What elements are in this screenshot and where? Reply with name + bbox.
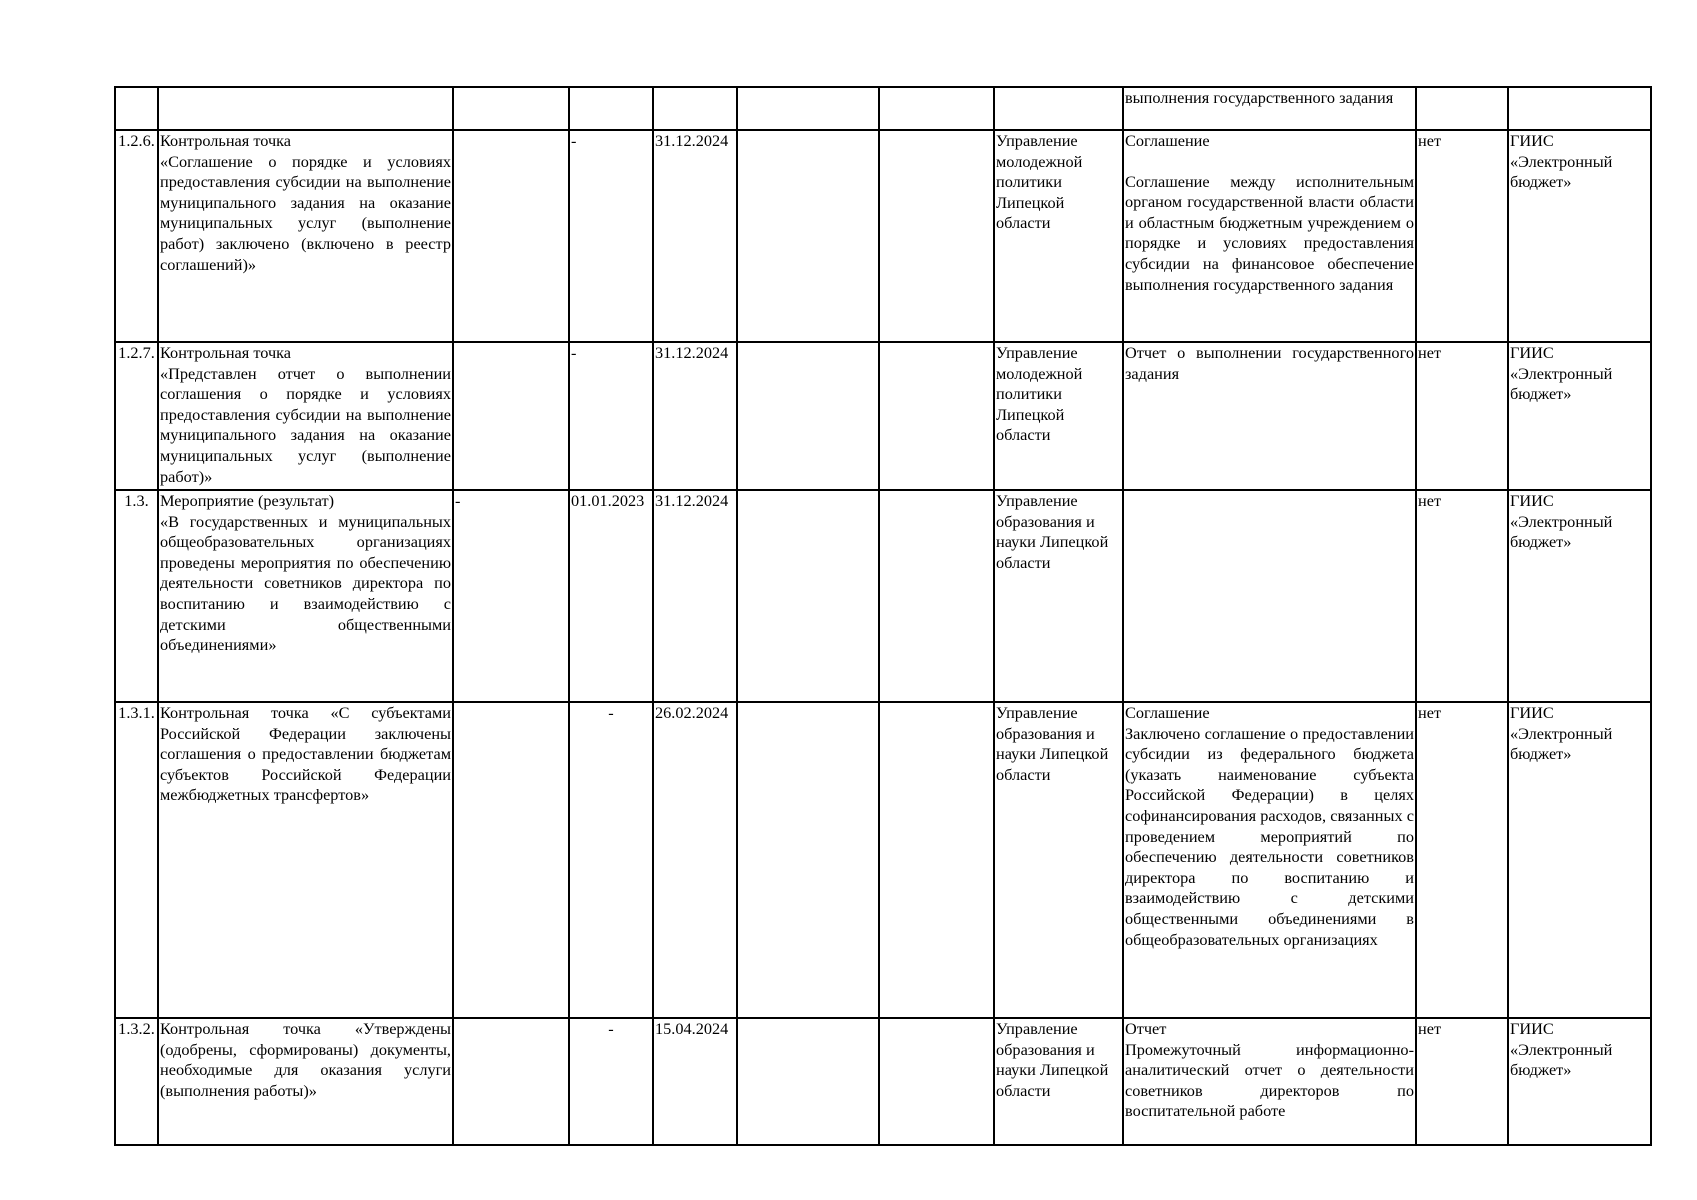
row-col7 bbox=[879, 130, 994, 342]
row-name-line: Контрольная точка «Утверждены (одобрены, сформированы) документы, необходимые для оказания услуги (выполнения работы)» bbox=[160, 1019, 451, 1100]
row-system: ГИИС «Электронный бюджет» bbox=[1508, 490, 1651, 702]
row-system: ГИИС «Электронный бюджет» bbox=[1508, 130, 1651, 342]
table-row bbox=[115, 490, 1651, 702]
row-name-line: «В государственных и муниципальных общеобразовательных организациях проведены мероприятия по обеспечению деятельности советников директора по воспитанию и взаимодействию с детскими общественными объединениями» bbox=[160, 511, 451, 655]
document-description: Промежуточный информационно-аналитический отчет о деятельности советников директоров по воспитательной работе bbox=[1125, 1039, 1414, 1121]
row-name-line: Контрольная точка bbox=[160, 343, 292, 362]
table-row bbox=[115, 702, 1651, 1018]
row-flag: нет bbox=[1416, 702, 1508, 1018]
row-end-date: 15.04.2024 bbox=[653, 1018, 737, 1145]
row-col6 bbox=[737, 1018, 879, 1145]
document-description: Отчет о выполнении государственного задания bbox=[1125, 343, 1414, 383]
row-start-date: 01.01.2023 bbox=[569, 490, 653, 702]
row-col7 bbox=[879, 702, 994, 1018]
row-responsible bbox=[994, 87, 1123, 130]
row-col6 bbox=[737, 490, 879, 702]
row-col7 bbox=[879, 87, 994, 130]
row-col3 bbox=[453, 87, 569, 130]
row-flag: нет bbox=[1416, 130, 1508, 342]
row-document bbox=[1123, 490, 1416, 702]
row-name bbox=[158, 87, 453, 130]
row-col3 bbox=[453, 702, 569, 1018]
row-name bbox=[158, 1018, 453, 1145]
row-responsible: Управление молодежной политики Липецкой области bbox=[994, 130, 1123, 342]
document-description: Соглашение между исполнительным органом государственной власти области и областным бюджетным учреждением о порядке и условиях предоставления субсидии на финансовое обеспечение выполнения государственного задания bbox=[1125, 171, 1414, 294]
document-description: Заключено соглашение о предоставлении субсидии из федерального бюджета (указать наименование субъекта Российской Федерации) в целях софинансирования расходов, связанных с проведением мероприятий по обеспечению деятельности советников директора по воспитанию и взаимодействию с детскими общественными объединениями в общеобразовательных организациях bbox=[1125, 723, 1414, 949]
table-row bbox=[115, 130, 1651, 342]
row-responsible: Управление образования и науки Липецкой области bbox=[994, 702, 1123, 1018]
row-col3: - bbox=[453, 490, 569, 702]
row-system: ГИИС «Электронный бюджет» bbox=[1508, 702, 1651, 1018]
table-row bbox=[115, 1018, 1651, 1145]
row-name-line: Мероприятие (результат) bbox=[160, 491, 335, 510]
document-type: Соглашение bbox=[1125, 131, 1210, 150]
table-row bbox=[115, 87, 1651, 130]
row-col7 bbox=[879, 1018, 994, 1145]
document-type: Соглашение bbox=[1125, 703, 1210, 722]
row-col3 bbox=[453, 130, 569, 342]
row-name-line: Контрольная точка bbox=[160, 131, 292, 150]
row-end-date: 31.12.2024 bbox=[653, 130, 737, 342]
row-number: 1.2.7. bbox=[115, 342, 158, 490]
document-type: Отчет bbox=[1125, 1019, 1167, 1038]
row-number: 1.2.6. bbox=[115, 130, 158, 342]
row-start-date: - bbox=[569, 130, 653, 342]
row-start-date: - bbox=[569, 702, 653, 1018]
row-responsible: Управление молодежной политики Липецкой области bbox=[994, 342, 1123, 490]
row-start-date: - bbox=[569, 342, 653, 490]
document-spacer bbox=[1125, 152, 1414, 172]
row-col7 bbox=[879, 490, 994, 702]
row-col7 bbox=[879, 342, 994, 490]
row-flag: нет bbox=[1416, 490, 1508, 702]
row-number: 1.3. bbox=[115, 490, 158, 702]
row-name-line: «Представлен отчет о выполнении соглашения о порядке и условиях предоставления субсидии на выполнение муниципального задания на оказание муниципальных услуг (выполнение работ)» bbox=[160, 363, 451, 486]
row-responsible: Управление образования и науки Липецкой области bbox=[994, 490, 1123, 702]
row-system: ГИИС «Электронный бюджет» bbox=[1508, 342, 1651, 490]
row-end-date: 26.02.2024 bbox=[653, 702, 737, 1018]
row-col6 bbox=[737, 702, 879, 1018]
row-responsible: Управление образования и науки Липецкой области bbox=[994, 1018, 1123, 1145]
row-number: 1.3.1. bbox=[115, 702, 158, 1018]
row-name-line: «Соглашение о порядке и условиях предоставления субсидии на выполнение муниципального задания на оказание муниципальных услуг (выполнение работ) заключено (включено в реестр соглашений)» bbox=[160, 151, 451, 274]
document-description: выполнения государственного задания bbox=[1125, 88, 1394, 107]
row-flag: нет bbox=[1416, 342, 1508, 490]
row-end-date bbox=[653, 87, 737, 130]
row-name bbox=[158, 702, 453, 1018]
row-end-date: 31.12.2024 bbox=[653, 490, 737, 702]
row-flag bbox=[1416, 87, 1508, 130]
row-document bbox=[1123, 130, 1416, 342]
row-name bbox=[158, 490, 453, 702]
row-col6 bbox=[737, 130, 879, 342]
row-col6 bbox=[737, 342, 879, 490]
row-number: 1.3.2. bbox=[115, 1018, 158, 1145]
row-flag: нет bbox=[1416, 1018, 1508, 1145]
row-col3 bbox=[453, 1018, 569, 1145]
row-number bbox=[115, 87, 158, 130]
row-name bbox=[158, 342, 453, 490]
row-end-date: 31.12.2024 bbox=[653, 342, 737, 490]
row-system bbox=[1508, 87, 1651, 130]
row-name-line: Контрольная точка «С субъектами Российской Федерации заключены соглашения о предоставлении бюджетам субъектов Российской Федерации межбюджетных трансфертов» bbox=[160, 703, 451, 805]
row-system: ГИИС «Электронный бюджет» bbox=[1508, 1018, 1651, 1145]
table-row bbox=[115, 342, 1651, 490]
row-document bbox=[1123, 1018, 1416, 1145]
row-start-date: - bbox=[569, 1018, 653, 1145]
row-col6 bbox=[737, 87, 879, 130]
plan-table bbox=[114, 86, 1652, 1146]
row-start-date bbox=[569, 87, 653, 130]
row-document bbox=[1123, 87, 1416, 130]
row-col3 bbox=[453, 342, 569, 490]
row-document bbox=[1123, 342, 1416, 490]
row-name bbox=[158, 130, 453, 342]
row-document bbox=[1123, 702, 1416, 1018]
